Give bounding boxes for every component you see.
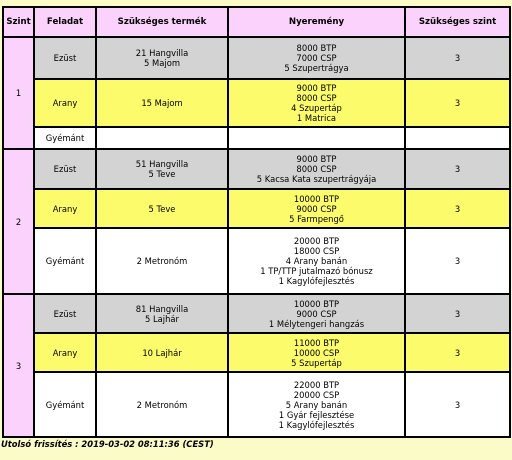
required-level-cell: 3 xyxy=(405,37,510,79)
header-level: Szint xyxy=(3,7,34,37)
required-level-cell: 3 xyxy=(405,228,510,294)
reward-item: 8000 CSP xyxy=(296,164,337,174)
reward-item: 18000 CSP xyxy=(293,246,340,256)
required-level-cell: 3 xyxy=(405,189,510,228)
reward-cell xyxy=(228,189,405,228)
task-cell: Arany xyxy=(34,333,96,372)
task-cell: Ezüst xyxy=(34,149,96,189)
reward-item: 9000 CSP xyxy=(296,308,337,319)
reward-item: 5 Szupertáp xyxy=(291,357,342,368)
reward-item: 4 Szupertáp xyxy=(291,103,342,113)
required-item: 2 Metronóm xyxy=(136,399,188,410)
task-cell: Ezüst xyxy=(34,294,96,333)
required-item: 51 Hangvilla xyxy=(135,159,189,169)
level-cell: 3 xyxy=(3,294,34,437)
table-row xyxy=(3,37,510,79)
level-cell: 2 xyxy=(3,149,34,294)
table-row xyxy=(3,127,510,149)
header-required-product: Szükséges termék xyxy=(96,7,228,37)
required-level-cell: 3 xyxy=(405,372,510,437)
table-row xyxy=(3,333,510,372)
required-item: 5 Lajhár xyxy=(145,313,179,324)
level-cell: 1 xyxy=(3,37,34,149)
required-item: 5 Teve xyxy=(148,203,176,214)
table-row xyxy=(3,79,510,127)
reward-item: 1 Mélytengeri hangzás xyxy=(268,318,365,329)
required-product-cell xyxy=(96,228,228,294)
reward-item: 7000 CSP xyxy=(296,53,337,63)
required-level-cell: 3 xyxy=(405,79,510,127)
required-level-cell: 3 xyxy=(405,294,510,333)
reward-item: 1 TP/TTP jutalmazó bónusz xyxy=(260,266,373,276)
required-item: 15 Majom xyxy=(141,98,183,108)
reward-cell xyxy=(228,372,405,437)
required-product-cell xyxy=(96,333,228,372)
reward-item: 20000 CSP xyxy=(293,389,340,400)
reward-item: 5 Arany banán xyxy=(285,399,348,410)
reward-item: 10000 CSP xyxy=(293,347,340,358)
required-level-cell: 3 xyxy=(405,149,510,189)
table-row xyxy=(3,372,510,437)
header-row xyxy=(3,7,510,37)
required-item: 10 Lajhár xyxy=(142,347,182,358)
required-product-cell xyxy=(96,127,228,149)
task-cell: Ezüst xyxy=(34,37,96,79)
table-row xyxy=(3,228,510,294)
required-item: 81 Hangvilla xyxy=(135,303,189,314)
required-item: 5 Majom xyxy=(144,58,180,68)
task-cell: Arany xyxy=(34,79,96,127)
reward-item: 4 Arany banán xyxy=(285,256,348,266)
reward-item: 8000 BTP xyxy=(296,43,337,53)
required-product-cell xyxy=(96,189,228,228)
required-level-cell xyxy=(405,127,510,149)
reward-item: 5 Kacsa Kata szupertrágyája xyxy=(256,174,377,184)
reward-item: 1 Kagylófejlesztés xyxy=(278,419,355,430)
required-item: 5 Teve xyxy=(148,169,176,179)
header-required-level: Szükséges szint xyxy=(405,7,510,37)
required-item: 2 Metronóm xyxy=(136,256,188,266)
reward-cell xyxy=(228,79,405,127)
required-product-cell xyxy=(96,372,228,437)
required-product-cell xyxy=(96,149,228,189)
reward-item: 22000 BTP xyxy=(293,379,340,390)
task-cell: Gyémánt xyxy=(34,372,96,437)
table-row xyxy=(3,189,510,228)
reward-cell xyxy=(228,228,405,294)
required-product-cell xyxy=(96,37,228,79)
reward-item: 9000 BTP xyxy=(296,83,337,93)
table-row xyxy=(3,294,510,333)
reward-cell xyxy=(228,149,405,189)
reward-item: 1 Gyár fejlesztése xyxy=(278,409,355,420)
required-product-cell xyxy=(96,294,228,333)
table-row xyxy=(3,149,510,189)
required-level-cell: 3 xyxy=(405,333,510,372)
reward-item: 5 Szupertrágya xyxy=(284,63,349,73)
rewards-table xyxy=(2,6,511,438)
reward-item: 10000 BTP xyxy=(293,298,340,309)
reward-item: 8000 CSP xyxy=(296,93,337,103)
task-cell: Gyémánt xyxy=(34,127,96,149)
reward-item: 5 Farmpengő xyxy=(289,213,344,224)
task-cell: Gyémánt xyxy=(34,228,96,294)
header-reward: Nyeremény xyxy=(228,7,405,37)
task-cell: Arany xyxy=(34,189,96,228)
reward-cell xyxy=(228,294,405,333)
reward-item: 1 Kagylófejlesztés xyxy=(278,276,355,286)
reward-cell xyxy=(228,333,405,372)
reward-item: 11000 BTP xyxy=(293,337,340,348)
reward-item: 1 Matrica xyxy=(296,113,337,123)
last-updated-footer: Utolsó frissítés : 2019-03-02 08:11:36 (CEST) xyxy=(1,439,214,449)
required-product-cell xyxy=(96,79,228,127)
reward-cell xyxy=(228,37,405,79)
reward-cell xyxy=(228,127,405,149)
reward-item: 10000 BTP xyxy=(293,193,340,204)
reward-item: 9000 BTP xyxy=(296,154,337,164)
required-item: 21 Hangvilla xyxy=(135,48,189,58)
header-task: Feladat xyxy=(34,7,96,37)
reward-item: 20000 BTP xyxy=(293,236,340,246)
rewards-table-container xyxy=(2,6,509,438)
reward-item: 9000 CSP xyxy=(296,203,337,214)
